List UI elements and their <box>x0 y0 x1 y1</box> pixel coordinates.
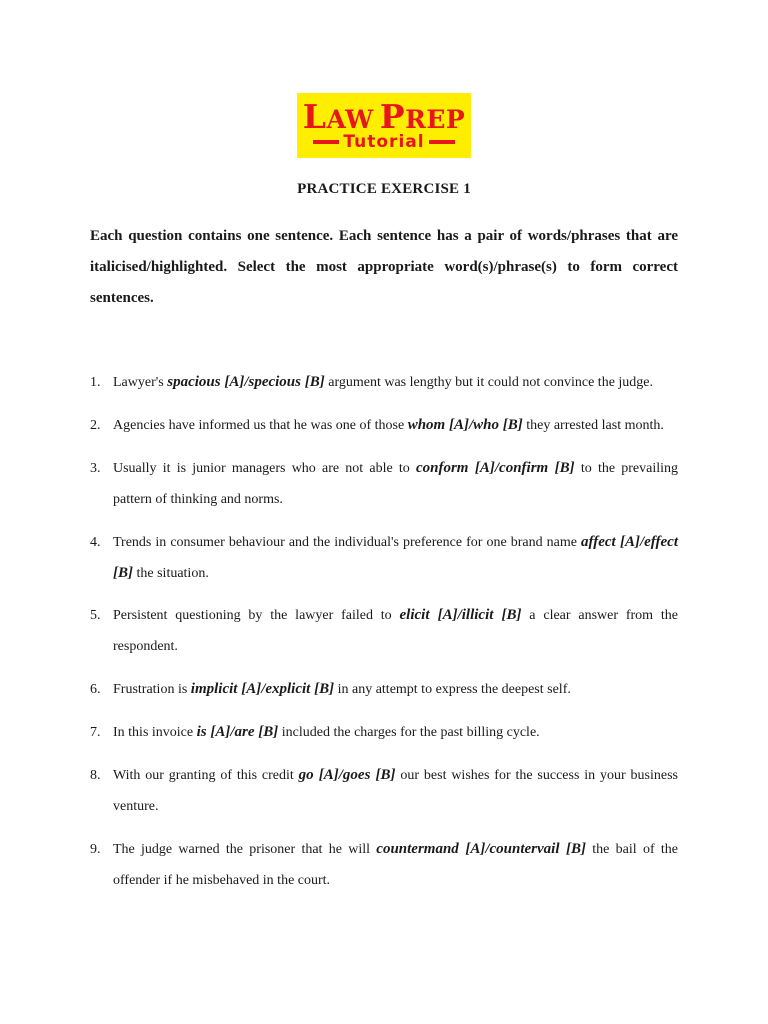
question-text-before: In this invoice <box>113 725 197 740</box>
question-text-after: argument was lengthy but it could not convince the judge. <box>324 375 654 390</box>
question-text <box>113 527 678 589</box>
law-prep-logo <box>297 93 471 158</box>
question-text <box>113 410 678 441</box>
logo-letter-l: L <box>302 97 327 136</box>
question-number: 3. <box>90 461 101 476</box>
question-text <box>113 760 678 822</box>
question-text-after: our best wishes for the success in your business venture. <box>113 768 678 814</box>
question-text-before: Trends in consumer behaviour and the individual's preference for one brand name <box>113 535 581 550</box>
question-number: 5. <box>90 608 101 623</box>
instructions: Each question contains one sentence. Each sentence has a pair of words/phrases that are italicised/highlighted. Select the most appropriate word(s)/phrase(s) to form correct sentences. <box>90 228 678 306</box>
logo-rule-right <box>429 140 455 144</box>
question-text-before: Lawyer's <box>113 375 168 390</box>
question-text-before: Persistent questioning by the lawyer failed to <box>113 608 400 623</box>
logo-letter-p: P <box>379 97 406 136</box>
question-number: 9. <box>90 842 101 857</box>
logo-rule-left <box>313 140 339 144</box>
question-highlight: elicit [A]/illicit [B] <box>399 607 522 623</box>
question-text-after: included the charges for the past billing cycle. <box>278 725 540 740</box>
question-number: 4. <box>90 535 101 550</box>
question-number: 6. <box>90 682 101 697</box>
question-text <box>113 453 678 515</box>
question-text-after: the situation. <box>133 566 209 581</box>
question-highlight: is [A]/are [B] <box>196 724 279 740</box>
logo-wordmark <box>297 97 471 136</box>
logo-letters-aw: AW <box>326 105 374 134</box>
question-text-before: Frustration is <box>113 682 191 697</box>
question-text-before: With our granting of this credit <box>113 768 299 783</box>
question-text <box>113 367 678 398</box>
question-number: 8. <box>90 768 101 783</box>
question-highlight: go [A]/goes [B] <box>298 767 396 783</box>
question-text-after: in any attempt to express the deepest self. <box>334 682 571 697</box>
question-highlight: implicit [A]/explicit [B] <box>190 681 335 697</box>
logo-letters-rep: REP <box>405 105 466 134</box>
question-text <box>113 717 678 748</box>
question-number: 7. <box>90 725 101 740</box>
question-text-after: a clear answer from the respondent. <box>113 608 678 654</box>
question-highlight: whom [A]/who [B] <box>407 417 523 433</box>
logo-subtitle-row <box>297 132 471 152</box>
question-text <box>113 600 678 662</box>
question-text-after: the bail of the offender if he misbehaved in the court. <box>113 842 678 888</box>
question-highlight: affect [A]/effect [B] <box>113 534 678 581</box>
question-number: 2. <box>90 418 101 433</box>
question-number: 1. <box>90 375 101 390</box>
exercise-title: PRACTICE EXERCISE 1 <box>297 181 471 197</box>
question-text <box>113 674 678 705</box>
question-text-before: Agencies have informed us that he was one of those <box>113 418 408 433</box>
question-highlight: spacious [A]/specious [B] <box>167 374 325 390</box>
question-text-after: to the prevailing pattern of thinking and norms. <box>113 461 678 507</box>
question-highlight: conform [A]/confirm [B] <box>415 460 575 476</box>
question-text-before: The judge warned the prisoner that he will <box>113 842 377 857</box>
question-text-before: Usually it is junior managers who are not able to <box>113 461 416 476</box>
question-text-after: they arrested last month. <box>522 418 664 433</box>
question-text <box>113 834 678 896</box>
question-highlight: countermand [A]/countervail [B] <box>376 841 587 857</box>
logo-subtitle: Tutorial <box>343 132 425 152</box>
